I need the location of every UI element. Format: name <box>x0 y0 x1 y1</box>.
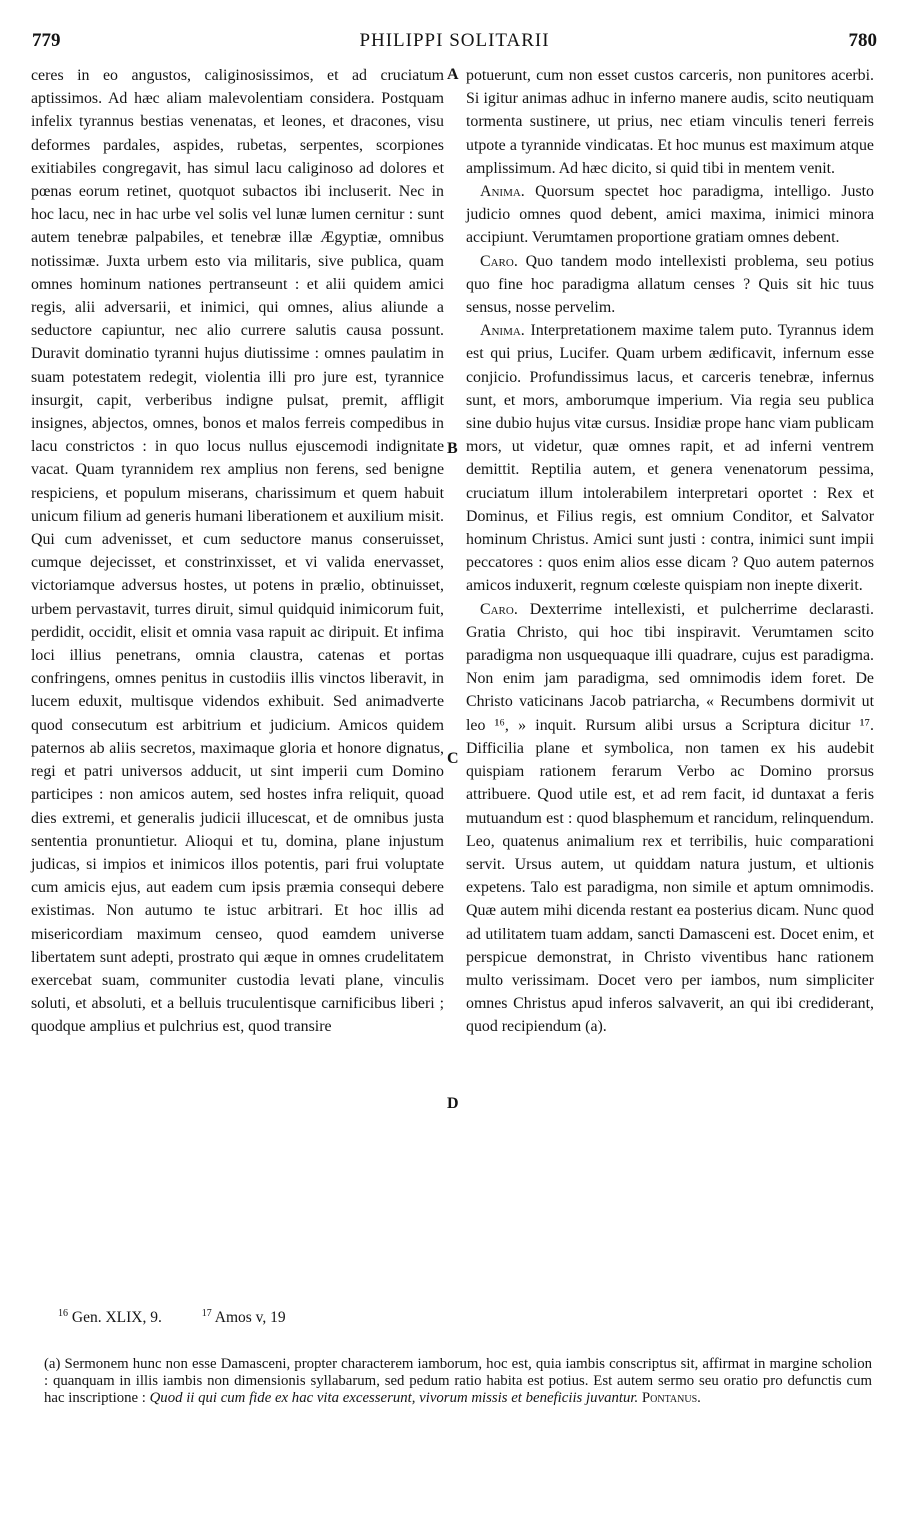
footnote-17 <box>202 1309 304 1326</box>
right-para-4 <box>466 319 874 597</box>
page-number-left: 779 <box>32 30 61 51</box>
speaker-label: Caro. <box>480 252 518 270</box>
speaker-label: Caro. <box>480 600 518 618</box>
footnotes <box>58 1308 322 1327</box>
para-text: Interpretationem maxime talem puto. Tyrannus idem est qui prius, Lucifer. Quam urbem ædificavit, infernum esse conjicio. Profundissimus lacus, et carceris tenebræ, infernus sunt, et mors, amborumque imperium. Via regia seu publica sine dubio hujus vitæ cursus. Insidiæ prope hanc viam publicam mors, ut videtur, quæ omnes rapit, et ad inferni ventrem demittit. Reptilia autem, et genera venenatorum pessima, cruciatum illum intolerabilem interpretari oportet : Rex et Dominus, et Filius regis, est omnium Conditor, et Salvator hominum Christus. Amici sunt justi : contra, inimici sunt impii peccatores : quos enim alios esse dicam ? Quo autem paternos amicos induxerit, regnum cœleste quispiam non inepte dixerit. <box>466 322 874 595</box>
page-number-right: 780 <box>848 30 877 51</box>
footnote-number: 17 <box>201 1308 212 1319</box>
note-label: (a) <box>44 1356 61 1372</box>
footnote-16 <box>58 1309 180 1326</box>
note-italic-title: Quod ii qui cum fide ex hac vita excesserunt, vivorum missis et beneficiis juvantur. <box>149 1389 639 1406</box>
margin-marker-b: B <box>447 440 458 457</box>
note-text: Sermonem hunc non esse Damasceni, propter characterem iamborum, hoc est, quia iambis conscriptus sit, affirmat in margine scholion : quanquam in illis iambis non dimensionis syllabarum, sed pedum ratio habita est potius. Est autem sermo seu oratio pro defunctis cum hac inscriptione : <box>44 1356 872 1406</box>
margin-marker-c: C <box>447 750 459 767</box>
right-para-1: potuerunt, cum non esset custos carceris, non punitores acerbi. Si igitur animas adhuc in inferno manere audis, scito neutiquam tormenta sustinere, ut prius, nec etiam vinculis teneri ferreis utpote a tyrannide vindicatas. Et hoc munus est maximum atque amplissimum. Ad hæc dicito, si quid tibi in mentem venit. <box>466 67 874 177</box>
right-para-3 <box>466 250 874 320</box>
para-text: Quorsum spectet hoc paradigma, intelligo. Justo judicio omnes quod debent, amici maxima, inimici minora accipiunt. Verumtamen proportione gratiam omnes debent. <box>466 183 874 247</box>
left-column <box>31 64 444 1039</box>
right-para-2 <box>466 180 874 250</box>
page-header <box>32 30 877 60</box>
footnote-number: 16 <box>58 1308 68 1319</box>
para-text: Quo tandem modo intellexisti problema, seu potius quo fine hoc paradigma allatum censes ? Quis sit hic tuus sensus, nosse pervelim. <box>466 252 874 317</box>
running-title: PHILIPPI SOLITARII <box>359 30 550 51</box>
footnote-text: Gen. XLIX, 9. <box>71 1309 162 1327</box>
left-column-text: ceres in eo angustos, caliginosissimos, et ad cruciatum aptissimos. Ad hæc aliam malevolentiam considera. Postquam infelix tyrannus bestias venenatas, et leones, et dracones, visu deformes pardales, aspides, rubetas, serpentes, scorpiones exitiabiles congregavit, has simul lacu caliginoso ad dolores et pœnas eorum retinet, quotquot subactos ibi incluserit. Nec in hoc lacu, nec in hac urbe vel solis vel lunæ lumen cernitur : sunt autem tenebræ palpabiles, et tenebræ illæ Ægyptiæ, omnibus notissimæ. Juxta urbem esto via militaris, sive publica, quam omnes hominum nationes pertranseunt : et alii quidem amici regis, alii adversarii, et inimici, qui omnes, alius aliunde a seductore capiuntur, nec alio currere salutis causa possunt. Duravit dominatio tyranni hujus diutissime : omnes paulatim in suam potestatem redegit, violentia illi pro jure est, tyrannice insurgit, capit, verberibus indigne pulsat, premit, affligit insignes, abjectos, omnes, bonos et malos ferreis compedibus in lacu constrictos : in quo locus nullus ejuscemodi indignitate vacat. Quam tyrannidem rex amplius non ferens, sed benigne respiciens, et populum miserans, charissimum et quem habuit unicum filium ad generis humani liberationem et auxilium misit. Qui cum advenisset, et cum seductore manus conseruisset, cumque dejecisset, et constrinxisset, et vi valida enervasset, victoriamque adversus hostes, ut potens in prælio, obtinuisset, urbem pervastavit, turres diruit, simul quidquid inimicorum fuit, perdidit, occidit, elisit et omnia vasa rapuit ac diripuit. Et infima loci illius penetrans, omnia claustra, catenas et portas confringens, omnes penitus in custodiis illis vinctos liberavit, in lucem eduxit, multisque videndos exhibuit. Sed animadverte quod consecutum est arbitrium et judicium. Amicos quidem paternos ab aliis secretos, maximaque gloria et honore dignatus, regi et patri universos adducit, ut sint imperii cum Domino participes : non amicos autem, sed hostes infra reliquit, quoad dies extremi, et generalis judicii illucescat, et de omnibus justa sententia pronuntietur. Alioqui et tu, domina, plane injustum judicas, si impios et inimicos illos potentis, pari frui voluptate cum amicis ejus, aut eadem cum ipsis præmia consequi debere existimas. Non autumo te istuc arbitrari. Et hoc illis ad misericordiam maximum censeo, quod eamdem universe libertatem sunt adepti, prostrato qui æque in omnes crudelitatem exercebat suam, communiter custodia levati plane, vinculis soluti, et absoluti, et a belluis truculentisque carnificibus liberi ; quodque amplius et pulchrius est, quod transire <box>31 67 444 1036</box>
right-column <box>466 64 874 1039</box>
para-text: Dexterrime intellexisti, et pulcherrime declarasti. Gratia Christo, qui hoc tibi inspiravit. Verumtamen scito paradigma non usquequaque illi quadrare, cujus est paradigma. Non enim jam paradigma, sed omnimodis idem foret. De Christo vaticinans Jacob patriarcha, « Recumbens dormivit ut leo ¹⁶, » inquit. Rursum alibi ursus a Scriptura dicitur ¹⁷. Difficilia plane et symbolica, non tamen ex his audebit quispiam rationem ferarum Verbo ac Domino prorsus attribuere. Quod utile est, et ad rem facit, id duntaxat a feris mutuandum est : quod blasphemum et rancidum, relinquendum. Leo, quatenus animalium rex et terribilis, huic comparationi servit. Ursus autem, ut quiddam natura justum, et ultionis expetens. Talo est paradigma, non simile et aptum omnimodis. Quæ autem mihi dicenda restant ea posterius dicam. Nunc quod ad utilitatem tuam addam, sancti Damasceni est. Docet enim, et perspicue demonstrat, in Christo viventibus hanc rationem multo verissimam. Docet vero per iambos, num simpliciter omnes Christus apud inferos salvaverit, an qui ibi crediderant, quod recipiendum (a). <box>466 600 874 1036</box>
margin-marker-a: A <box>447 66 459 83</box>
note-author: Pontanus. <box>638 1389 701 1406</box>
right-para-5 <box>466 598 874 1039</box>
speaker-label: Anima. <box>480 183 525 201</box>
editorial-note <box>44 1356 872 1406</box>
footnote-text: Amos v, 19 <box>214 1309 286 1327</box>
speaker-label: Anima. <box>480 322 525 340</box>
margin-marker-d: D <box>447 1095 459 1112</box>
